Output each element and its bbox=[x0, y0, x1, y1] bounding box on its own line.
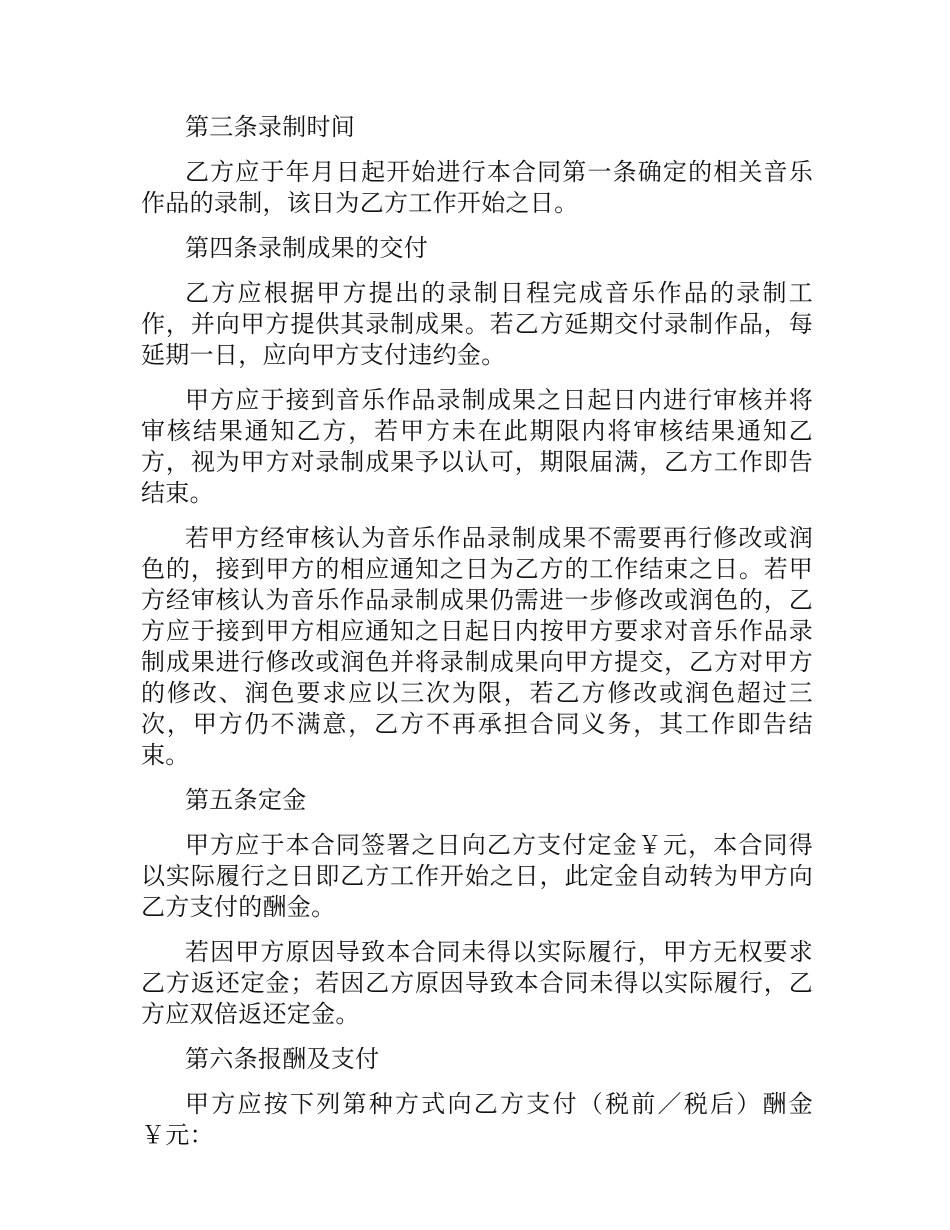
paragraph-delivery-schedule: 乙方应根据甲方提出的录制日程完成音乐作品的录制工作，并向甲方提供其录制成果。若乙方延期交付录制作品，每延期一日，应向甲方支付违约金。 bbox=[141, 279, 813, 369]
paragraph-revision-rules: 若甲方经审核认为音乐作品录制成果不需要再行修改或润色的，接到甲方的相应通知之日为乙方的工作结束之日。若甲方经审核认为音乐作品录制成果仍需进一步修改或润色的，乙方应于接到甲方相应通知之日起日内按甲方要求对音乐作品录制成果进行修改或润色并将录制成果向甲方提交，乙方对甲方的修改、润色要求应以三次为限，若乙方修改或润色超过三次，甲方仍不满意，乙方不再承担合同义务，其工作即告结束。 bbox=[141, 524, 813, 769]
section-heading-article-5: 第五条定金 bbox=[185, 786, 307, 814]
paragraph-review-period: 甲方应于接到音乐作品录制成果之日起日内进行审核并将审核结果通知乙方，若甲方未在此期限内将审核结果通知乙方，视为甲方对录制成果予以认可，期限届满，乙方工作即告结束。 bbox=[141, 386, 813, 507]
section-heading-article-3: 第三条录制时间 bbox=[185, 113, 356, 141]
section-heading-article-4: 第四条录制成果的交付 bbox=[185, 234, 428, 262]
paragraph-recording-start: 乙方应于年月日起开始进行本合同第一条确定的相关音乐作品的录制，该日为乙方工作开始之日。 bbox=[141, 158, 813, 217]
section-heading-article-6: 第六条报酬及支付 bbox=[185, 1045, 380, 1073]
paragraph-remuneration: 甲方应按下列第种方式向乙方支付（税前／税后）酬金￥元： bbox=[141, 1090, 813, 1149]
paragraph-deposit-payment: 甲方应于本合同签署之日向乙方支付定金￥元，本合同得以实际履行之日即乙方工作开始之日，此定金自动转为甲方向乙方支付的酬金。 bbox=[141, 831, 813, 921]
paragraph-deposit-refund: 若因甲方原因导致本合同未得以实际履行，甲方无权要求乙方返还定金；若因乙方原因导致本合同未得以实际履行，乙方应双倍返还定金。 bbox=[141, 938, 813, 1028]
document-page bbox=[141, 112, 813, 1165]
